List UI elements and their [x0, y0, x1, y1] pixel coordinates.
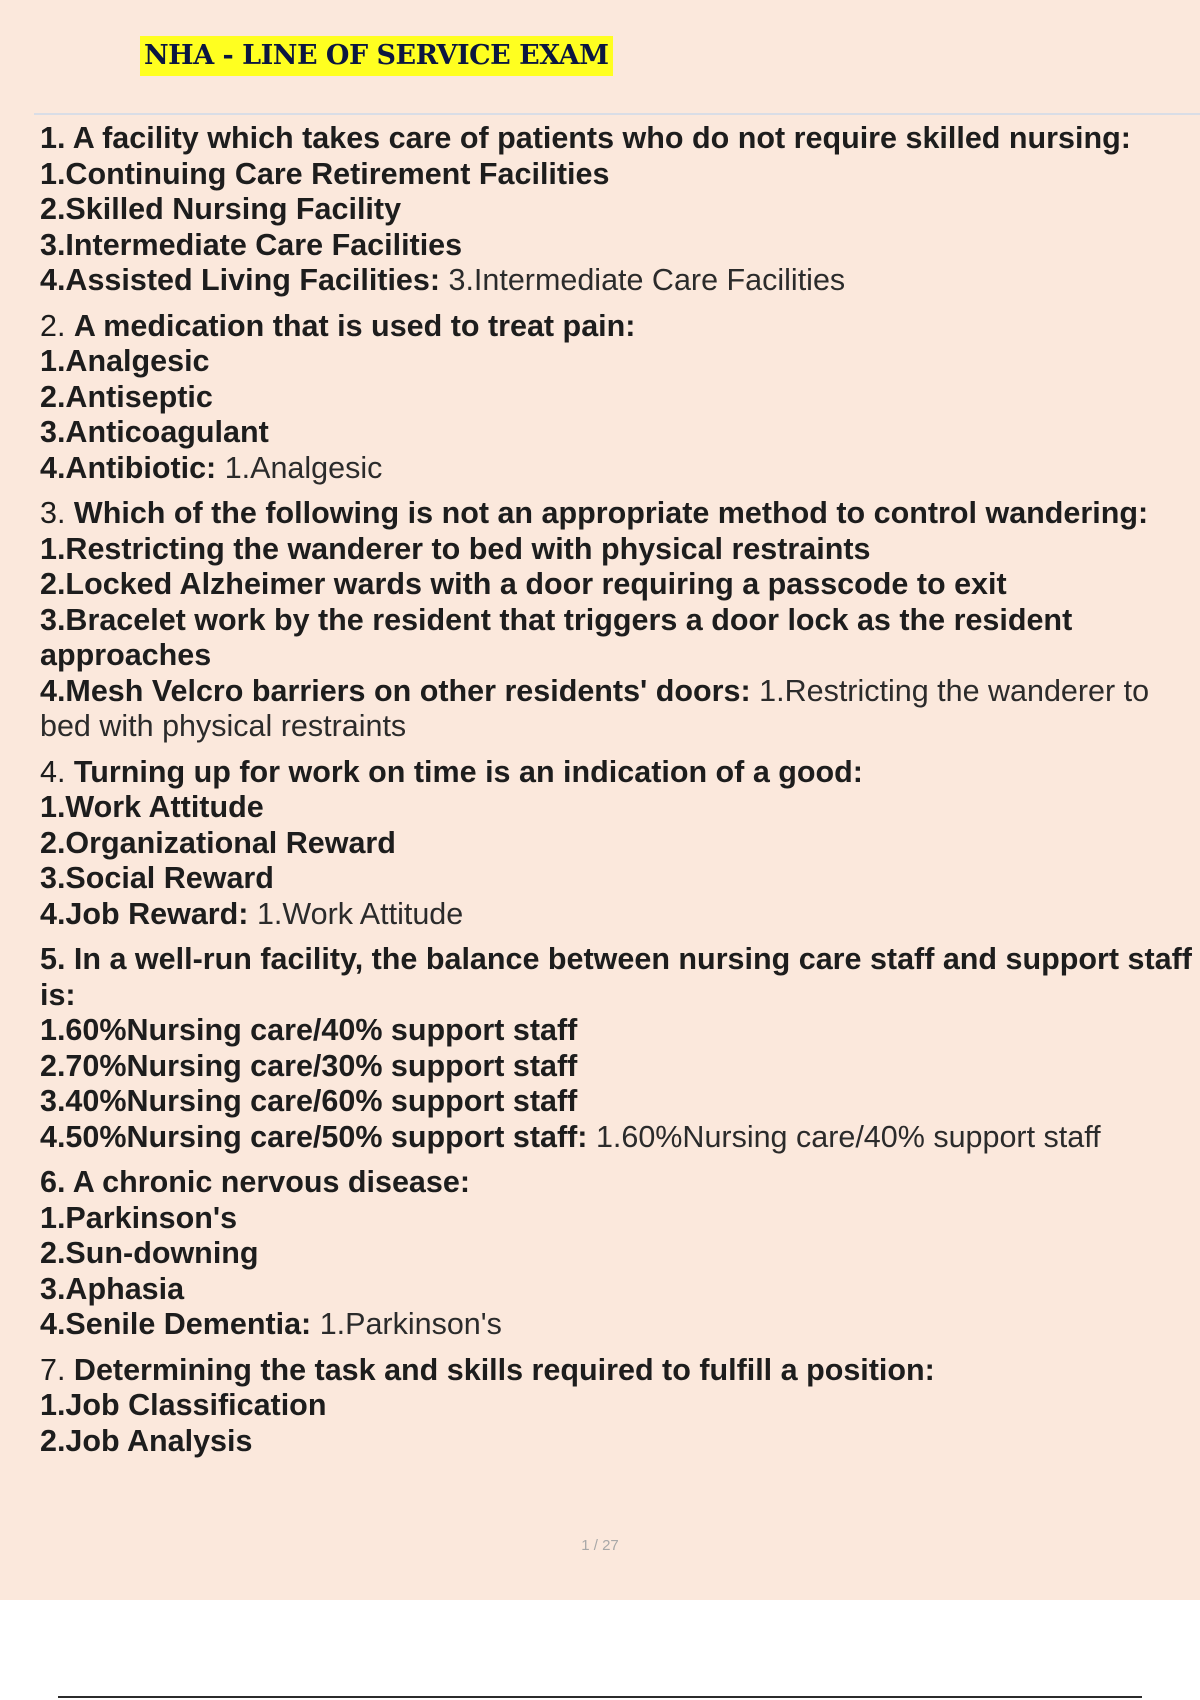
option: 1.Job Classification: [40, 1388, 327, 1422]
question-number: 6.: [40, 1165, 73, 1199]
answer: 1.Restricting the wanderer to bed with physical restraints: [40, 673, 1150, 743]
answer: 1.60%Nursing care/40% support staff: [587, 1119, 1101, 1154]
question-number: 4.: [40, 754, 74, 789]
answer: 1.Work Attitude: [248, 896, 464, 931]
question-block-6: [40, 1165, 1200, 1343]
question-text: A facility which takes care of patients who do not require skilled nursing:: [72, 121, 1131, 155]
option: 1.Continuing Care Retirement Facilities: [40, 156, 610, 191]
question-text: Which of the following is not an appropriate method to control wandering:: [73, 496, 1149, 530]
answer: 3.Intermediate Care Facilities: [440, 263, 846, 297]
question-block-1: [40, 121, 1200, 299]
question-number: 3.: [40, 496, 74, 530]
question-number: 1.: [40, 121, 73, 155]
option: 1.60%Nursing care/40% support staff: [40, 1013, 578, 1047]
question-block-4: [40, 755, 1200, 933]
option: 1.Restricting the wanderer to bed with physical restraints: [40, 531, 871, 566]
question-text: Determining the task and skills required to fulfill a position:: [73, 1352, 935, 1387]
question-number: 7.: [40, 1352, 74, 1387]
option: 3.40%Nursing care/60% support staff: [40, 1084, 578, 1118]
answer: 1.Parkinson's: [311, 1307, 502, 1341]
question-list: [40, 121, 1200, 1469]
answer: 1.Analgesic: [216, 450, 383, 485]
option: 4.Assisted Living Facilities:: [40, 263, 441, 297]
page-bottom-divider: [58, 1696, 1142, 1698]
question-text: A medication that is used to treat pain:: [73, 308, 636, 343]
option: 2.Sun-downing: [40, 1236, 259, 1270]
question-text: Turning up for work on time is an indication of a good:: [73, 754, 863, 789]
option: 3.Social Reward: [40, 861, 274, 895]
document-title: NHA - LINE OF SERVICE EXAM: [140, 36, 613, 76]
option: 2.Skilled Nursing Facility: [40, 192, 402, 226]
option: 3.Bracelet work by the resident that triggers a door lock as the resident approaches: [40, 602, 1073, 672]
question-text: A chronic nervous disease:: [72, 1165, 470, 1199]
header-divider: [34, 113, 1200, 115]
question-block-5: [40, 942, 1200, 1155]
option: 4.Antibiotic:: [40, 450, 217, 485]
option: 2.Job Analysis: [40, 1423, 253, 1458]
option: 2.Antiseptic: [40, 379, 213, 414]
option: 2.Organizational Reward: [40, 825, 396, 860]
question-number: 2.: [40, 308, 74, 343]
option: 4.Mesh Velcro barriers on other residents' doors:: [40, 673, 751, 708]
option: 1.Analgesic: [40, 344, 210, 378]
question-block-7: [40, 1353, 1200, 1460]
page-indicator: 1 / 27: [581, 1537, 619, 1554]
option: 1.Work Attitude: [40, 790, 264, 824]
question-block-3: [40, 496, 1200, 745]
option: 3.Anticoagulant: [40, 415, 269, 449]
question-text: In a well-run facility, the balance between nursing care staff and support staff is:: [40, 942, 1192, 1012]
option: 4.Senile Dementia:: [40, 1307, 312, 1341]
option: 1.Parkinson's: [40, 1200, 238, 1235]
question-block-2: [40, 309, 1200, 487]
option: 4.50%Nursing care/50% support staff:: [40, 1119, 588, 1154]
option: 3.Aphasia: [40, 1271, 185, 1306]
option: 4.Job Reward:: [40, 896, 249, 931]
option: 2.Locked Alzheimer wards with a door requiring a passcode to exit: [40, 567, 1007, 601]
option: 2.70%Nursing care/30% support staff: [40, 1048, 578, 1083]
question-number: 5.: [40, 942, 74, 976]
option: 3.Intermediate Care Facilities: [40, 227, 463, 262]
